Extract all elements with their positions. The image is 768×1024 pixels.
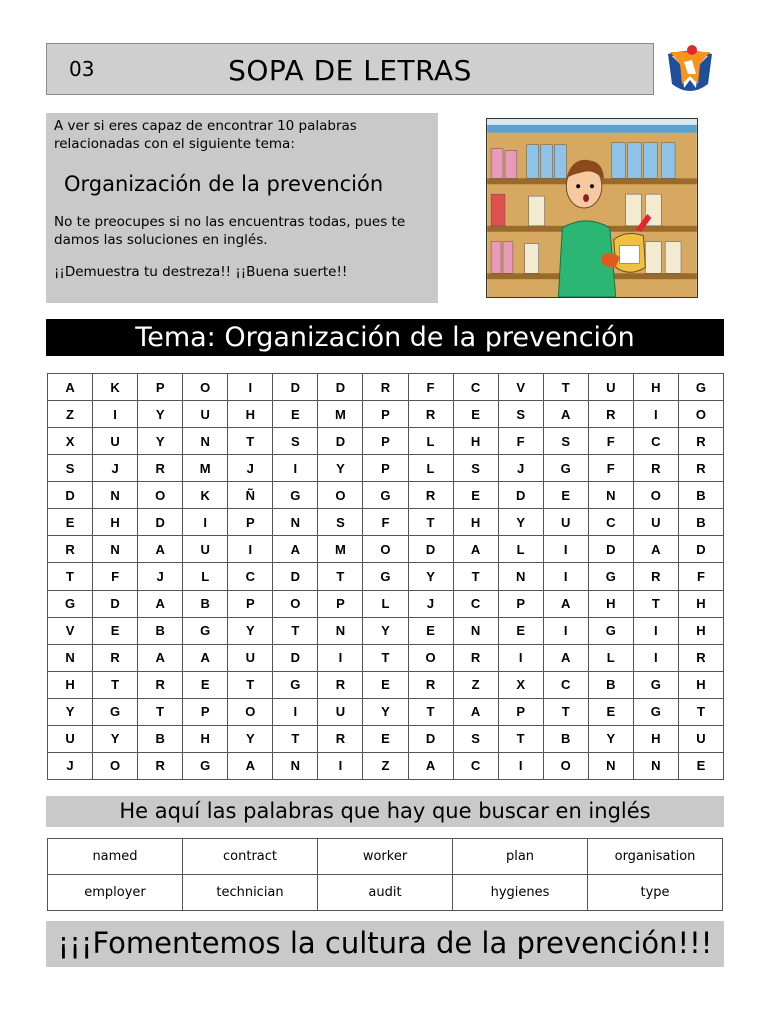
grid-cell[interactable]: T (273, 617, 318, 644)
grid-cell[interactable]: Y (498, 509, 543, 536)
grid-cell[interactable]: X (48, 428, 93, 455)
grid-cell[interactable]: E (183, 671, 228, 698)
grid-cell[interactable]: T (228, 671, 273, 698)
grid-cell[interactable]: T (408, 698, 453, 725)
grid-cell[interactable]: G (273, 482, 318, 509)
grid-cell[interactable]: G (588, 563, 633, 590)
intro-box (46, 113, 438, 303)
grid-cell[interactable]: F (678, 563, 723, 590)
grid-cell[interactable]: D (408, 536, 453, 563)
grid-cell[interactable]: O (318, 482, 363, 509)
grid-row (48, 401, 724, 428)
grid-cell[interactable]: R (408, 671, 453, 698)
grid-cell[interactable]: L (498, 536, 543, 563)
grid-row (48, 374, 724, 401)
grid-cell[interactable]: D (318, 428, 363, 455)
grid-cell[interactable]: B (678, 482, 723, 509)
grid-cell[interactable]: I (318, 644, 363, 671)
grid-cell[interactable]: N (633, 752, 678, 779)
grid-cell[interactable]: R (408, 482, 453, 509)
grid-cell[interactable]: U (228, 644, 273, 671)
grid-cell[interactable]: N (453, 617, 498, 644)
header-bar (46, 43, 654, 95)
grid-cell[interactable]: D (678, 536, 723, 563)
grid-cell[interactable]: O (138, 482, 183, 509)
grid-cell[interactable]: D (588, 536, 633, 563)
grid-cell[interactable]: R (138, 455, 183, 482)
grid-cell[interactable]: Y (363, 698, 408, 725)
grid-cell[interactable]: A (543, 590, 588, 617)
grid-cell[interactable]: N (48, 644, 93, 671)
grid-row (48, 671, 724, 698)
grid-cell[interactable]: F (363, 509, 408, 536)
grid-cell[interactable]: L (408, 455, 453, 482)
grid-cell[interactable]: F (498, 428, 543, 455)
word-item: named (48, 839, 183, 875)
grid-cell[interactable]: N (183, 428, 228, 455)
grid-cell[interactable]: A (48, 374, 93, 401)
grid-cell[interactable]: U (93, 428, 138, 455)
grid-cell[interactable]: H (588, 590, 633, 617)
grid-cell[interactable]: E (93, 617, 138, 644)
grid-cell[interactable]: A (273, 536, 318, 563)
grid-cell[interactable]: H (183, 725, 228, 752)
grid-cell[interactable]: I (228, 374, 273, 401)
grid-row (48, 482, 724, 509)
grid-cell[interactable]: P (363, 428, 408, 455)
word-item: organisation (588, 839, 723, 875)
grid-cell[interactable]: F (93, 563, 138, 590)
grid-cell[interactable]: N (588, 752, 633, 779)
grid-cell[interactable]: I (543, 536, 588, 563)
grid-cell[interactable]: H (633, 725, 678, 752)
grid-cell[interactable]: T (138, 698, 183, 725)
grid-cell[interactable]: N (93, 536, 138, 563)
grid-cell[interactable]: J (228, 455, 273, 482)
grid-cell[interactable]: S (453, 725, 498, 752)
grid-cell[interactable]: P (363, 455, 408, 482)
grid-cell[interactable]: U (318, 698, 363, 725)
grid-cell[interactable]: V (498, 374, 543, 401)
grid-cell[interactable]: Z (453, 671, 498, 698)
grid-cell[interactable]: Y (138, 428, 183, 455)
grid-cell[interactable]: K (183, 482, 228, 509)
grid-cell[interactable]: S (318, 509, 363, 536)
grid-cell[interactable]: I (93, 401, 138, 428)
word-item: plan (453, 839, 588, 875)
grid-cell[interactable]: B (183, 590, 228, 617)
grid-row (48, 509, 724, 536)
grid-cell[interactable]: T (633, 590, 678, 617)
topic-banner: Tema: Organización de la prevención (46, 319, 724, 356)
grid-cell[interactable]: G (633, 671, 678, 698)
grid-cell[interactable]: I (633, 617, 678, 644)
grid-cell[interactable]: B (138, 725, 183, 752)
grid-cell[interactable]: R (408, 401, 453, 428)
grid-cell[interactable]: R (633, 563, 678, 590)
grid-cell[interactable]: T (363, 644, 408, 671)
grid-cell[interactable]: D (138, 509, 183, 536)
grid-row (48, 698, 724, 725)
grid-cell[interactable]: K (93, 374, 138, 401)
grid-cell[interactable]: H (453, 509, 498, 536)
grid-cell[interactable]: A (183, 644, 228, 671)
grid-cell[interactable]: U (678, 725, 723, 752)
grid-cell[interactable]: J (408, 590, 453, 617)
grid-cell[interactable]: R (318, 671, 363, 698)
word-item: worker (318, 839, 453, 875)
grid-cell[interactable]: G (48, 590, 93, 617)
grid-cell[interactable]: P (138, 374, 183, 401)
grid-cell[interactable]: T (543, 374, 588, 401)
grid-cell[interactable]: R (678, 455, 723, 482)
grid-cell[interactable]: H (678, 617, 723, 644)
grid-cell[interactable]: Y (93, 725, 138, 752)
grid-cell[interactable]: P (363, 401, 408, 428)
word-row (48, 875, 723, 911)
grid-cell[interactable]: D (498, 482, 543, 509)
grid-cell[interactable]: E (273, 401, 318, 428)
grid-cell[interactable]: E (588, 698, 633, 725)
grid-cell[interactable]: U (588, 374, 633, 401)
grid-cell[interactable]: U (633, 509, 678, 536)
grid-cell[interactable]: I (228, 536, 273, 563)
grid-cell[interactable]: A (228, 752, 273, 779)
grid-cell[interactable]: P (498, 698, 543, 725)
grid-cell[interactable]: A (138, 536, 183, 563)
grid-cell[interactable]: X (498, 671, 543, 698)
worksheet-number: 03 (69, 57, 95, 81)
grid-cell[interactable]: G (678, 374, 723, 401)
grid-cell[interactable]: C (633, 428, 678, 455)
grid-cell[interactable]: A (453, 536, 498, 563)
grid-cell[interactable]: L (408, 428, 453, 455)
grid-cell[interactable]: C (453, 590, 498, 617)
grid-cell[interactable]: O (678, 401, 723, 428)
grid-cell[interactable]: G (273, 671, 318, 698)
grid-cell[interactable]: E (363, 725, 408, 752)
grid-cell[interactable]: Y (48, 698, 93, 725)
grid-cell[interactable]: E (453, 401, 498, 428)
grid-cell[interactable]: L (183, 563, 228, 590)
grid-cell[interactable]: I (543, 617, 588, 644)
grid-cell[interactable]: I (633, 644, 678, 671)
grid-cell[interactable]: L (588, 644, 633, 671)
grid-cell[interactable]: P (228, 590, 273, 617)
grid-cell[interactable]: N (273, 509, 318, 536)
grid-cell[interactable]: Y (588, 725, 633, 752)
grid-cell[interactable]: Y (228, 725, 273, 752)
grid-cell[interactable]: P (183, 698, 228, 725)
grid-cell[interactable]: N (318, 617, 363, 644)
grid-cell[interactable]: H (678, 590, 723, 617)
grid-cell[interactable]: F (588, 428, 633, 455)
grid-cell[interactable]: B (138, 617, 183, 644)
grid-cell[interactable]: D (273, 644, 318, 671)
grid-cell[interactable]: U (183, 536, 228, 563)
grid-cell[interactable]: O (633, 482, 678, 509)
grid-cell[interactable]: J (498, 455, 543, 482)
grid-cell[interactable]: R (138, 752, 183, 779)
intro-text: A ver si eres capaz de encontrar 10 palabras relacionadas con el siguiente tema: (54, 118, 357, 152)
grid-cell[interactable]: H (93, 509, 138, 536)
intro-topic: Organización de la prevención (64, 172, 384, 196)
grid-cell[interactable]: O (273, 590, 318, 617)
grid-cell[interactable]: I (498, 752, 543, 779)
grid-cell[interactable]: T (543, 698, 588, 725)
word-item: audit (318, 875, 453, 911)
grid-cell[interactable]: S (48, 455, 93, 482)
grid-cell[interactable]: D (318, 374, 363, 401)
grid-cell[interactable]: I (273, 455, 318, 482)
grid-cell[interactable]: P (498, 590, 543, 617)
grid-cell[interactable]: S (453, 455, 498, 482)
grid-cell[interactable]: B (543, 725, 588, 752)
grid-cell[interactable]: R (138, 671, 183, 698)
word-list-table (47, 838, 723, 911)
grid-cell[interactable]: Y (318, 455, 363, 482)
grid-cell[interactable]: I (273, 698, 318, 725)
grid-cell[interactable]: E (363, 671, 408, 698)
grid-cell[interactable]: O (408, 644, 453, 671)
grid-cell[interactable]: N (93, 482, 138, 509)
grid-row (48, 428, 724, 455)
grid-cell[interactable]: H (678, 671, 723, 698)
grid-cell[interactable]: T (498, 725, 543, 752)
grid-cell[interactable]: S (498, 401, 543, 428)
grid-cell[interactable]: U (48, 725, 93, 752)
grid-cell[interactable]: Y (138, 401, 183, 428)
grid-cell[interactable]: N (273, 752, 318, 779)
grid-cell[interactable]: Ñ (228, 482, 273, 509)
page-title: SOPA DE LETRAS (228, 54, 472, 87)
grid-row (48, 563, 724, 590)
grid-cell[interactable]: H (228, 401, 273, 428)
grid-cell[interactable]: R (363, 374, 408, 401)
grid-cell[interactable]: C (588, 509, 633, 536)
grid-cell[interactable]: I (543, 563, 588, 590)
grid-cell[interactable]: E (453, 482, 498, 509)
grid-cell[interactable]: E (408, 617, 453, 644)
grid-cell[interactable]: C (543, 671, 588, 698)
grid-cell[interactable]: T (273, 725, 318, 752)
grid-cell[interactable]: V (48, 617, 93, 644)
grid-cell[interactable]: R (678, 644, 723, 671)
word-item: employer (48, 875, 183, 911)
letter-grid (47, 373, 724, 780)
grid-cell[interactable]: S (273, 428, 318, 455)
grid-cell[interactable]: D (408, 725, 453, 752)
grid-cell[interactable]: O (93, 752, 138, 779)
grid-cell[interactable]: B (588, 671, 633, 698)
grid-cell[interactable]: J (93, 455, 138, 482)
grid-cell[interactable]: G (588, 617, 633, 644)
grid-cell[interactable]: G (363, 482, 408, 509)
grid-cell[interactable]: E (498, 617, 543, 644)
grid-cell[interactable]: R (93, 644, 138, 671)
grid-cell[interactable]: C (453, 374, 498, 401)
grid-cell[interactable]: T (318, 563, 363, 590)
grid-row (48, 725, 724, 752)
grid-cell[interactable]: N (588, 482, 633, 509)
grid-cell[interactable]: T (93, 671, 138, 698)
grid-cell[interactable]: R (318, 725, 363, 752)
grid-cell[interactable]: P (228, 509, 273, 536)
grid-cell[interactable]: J (48, 752, 93, 779)
grid-cell[interactable]: A (453, 698, 498, 725)
grid-cell[interactable]: I (183, 509, 228, 536)
grid-cell[interactable]: T (678, 698, 723, 725)
grid-cell[interactable]: T (228, 428, 273, 455)
grid-row (48, 617, 724, 644)
grid-cell[interactable]: R (453, 644, 498, 671)
grid-cell[interactable]: T (48, 563, 93, 590)
grid-row (48, 536, 724, 563)
grid-row (48, 752, 724, 779)
grid-cell[interactable]: U (183, 401, 228, 428)
grid-cell[interactable]: S (543, 428, 588, 455)
word-item: hygienes (453, 875, 588, 911)
grid-row (48, 455, 724, 482)
grid-cell[interactable]: J (138, 563, 183, 590)
grid-cell[interactable]: R (633, 455, 678, 482)
grid-cell[interactable]: G (363, 563, 408, 590)
star-figure-logo-icon (662, 44, 718, 98)
grid-cell[interactable]: F (408, 374, 453, 401)
grid-cell[interactable]: M (318, 536, 363, 563)
intro-note: No te preocupes si no las encuentras todas, pues te damos las soluciones en inglés. (54, 214, 406, 248)
grid-cell[interactable]: A (633, 536, 678, 563)
grid-cell[interactable]: B (678, 509, 723, 536)
grid-cell[interactable]: D (93, 590, 138, 617)
grid-cell[interactable]: Y (363, 617, 408, 644)
grid-cell[interactable]: A (408, 752, 453, 779)
grid-cell[interactable]: F (588, 455, 633, 482)
grid-cell[interactable]: I (498, 644, 543, 671)
grid-cell[interactable]: M (183, 455, 228, 482)
grid-cell[interactable]: H (48, 671, 93, 698)
grid-cell[interactable]: I (318, 752, 363, 779)
word-row (48, 839, 723, 875)
grid-cell[interactable]: H (633, 374, 678, 401)
grid-cell[interactable]: L (363, 590, 408, 617)
word-item: type (588, 875, 723, 911)
grid-cell[interactable]: A (138, 644, 183, 671)
grid-row (48, 644, 724, 671)
grid-cell[interactable]: E (48, 509, 93, 536)
grid-cell[interactable]: Y (408, 563, 453, 590)
word-item: technician (183, 875, 318, 911)
word-item: contract (183, 839, 318, 875)
grid-cell[interactable]: P (318, 590, 363, 617)
grid-cell[interactable]: N (498, 563, 543, 590)
grid-cell[interactable]: M (318, 401, 363, 428)
grid-cell[interactable]: G (543, 455, 588, 482)
grid-cell[interactable]: T (408, 509, 453, 536)
grid-cell[interactable]: C (453, 752, 498, 779)
grid-cell[interactable]: O (228, 698, 273, 725)
hint-banner: He aquí las palabras que hay que buscar en inglés (46, 796, 724, 827)
grid-cell[interactable]: R (48, 536, 93, 563)
grid-row (48, 590, 724, 617)
grid-cell[interactable]: C (228, 563, 273, 590)
grid-cell[interactable]: T (453, 563, 498, 590)
grid-cell[interactable]: O (183, 374, 228, 401)
grid-cell[interactable]: H (453, 428, 498, 455)
worker-with-chemical-bottle-illustration (486, 118, 698, 298)
grid-cell[interactable]: A (138, 590, 183, 617)
footer-slogan: ¡¡¡Fomentemos la cultura de la prevención!!! (46, 921, 724, 967)
grid-cell[interactable]: Z (48, 401, 93, 428)
intro-cheer: ¡¡Demuestra tu destreza!! ¡¡Buena suerte!! (54, 264, 348, 280)
grid-cell[interactable]: G (183, 752, 228, 779)
grid-cell[interactable]: R (678, 428, 723, 455)
grid-cell[interactable]: A (543, 644, 588, 671)
grid-cell[interactable]: I (633, 401, 678, 428)
grid-cell[interactable]: E (678, 752, 723, 779)
grid-cell[interactable]: D (273, 563, 318, 590)
grid-cell[interactable]: G (93, 698, 138, 725)
grid-cell[interactable]: G (183, 617, 228, 644)
grid-cell[interactable]: E (543, 482, 588, 509)
grid-cell[interactable]: R (588, 401, 633, 428)
grid-cell[interactable]: O (543, 752, 588, 779)
grid-cell[interactable]: D (48, 482, 93, 509)
grid-cell[interactable]: A (543, 401, 588, 428)
grid-cell[interactable]: Y (228, 617, 273, 644)
grid-cell[interactable]: U (543, 509, 588, 536)
grid-cell[interactable]: Z (363, 752, 408, 779)
grid-cell[interactable]: D (273, 374, 318, 401)
grid-cell[interactable]: G (633, 698, 678, 725)
grid-cell[interactable]: O (363, 536, 408, 563)
